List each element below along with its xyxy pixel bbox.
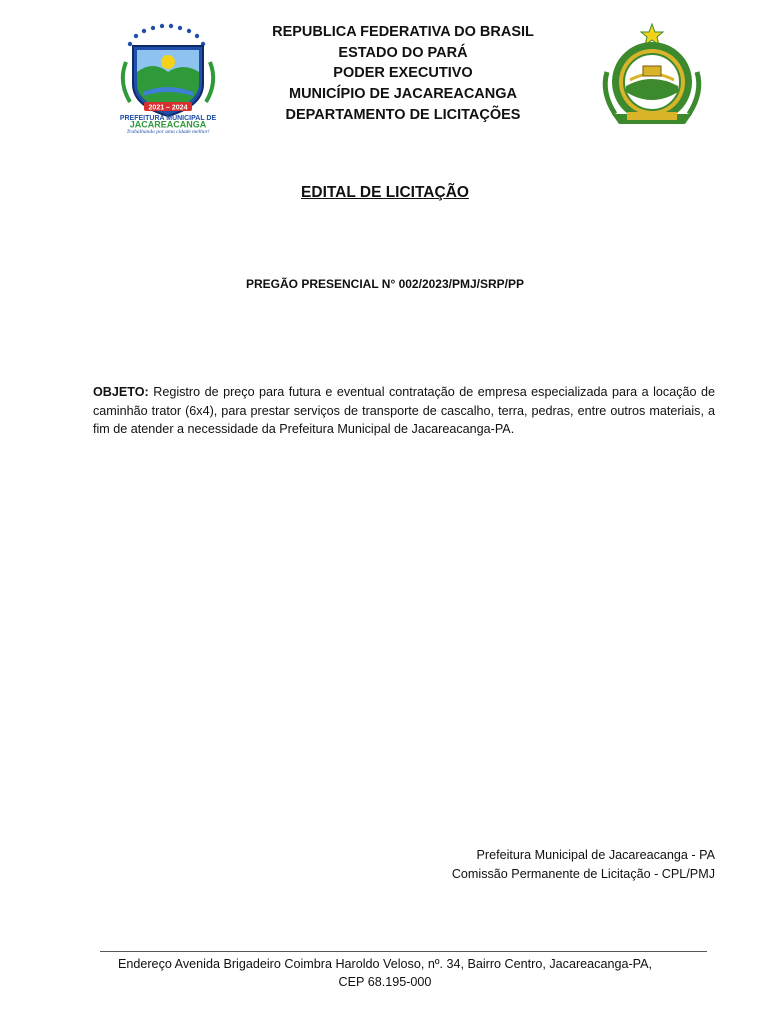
footer-address-line: Endereço Avenida Brigadeiro Coimbra Haroldo Veloso, nº. 34, Bairro Centro, Jacareacanga-PA,	[117, 957, 653, 971]
header-line-department: DEPARTAMENTO DE LICITAÇÕES	[285, 106, 521, 123]
logo-slogan-text: Trabalhando por uma cidade melhor!	[126, 129, 210, 134]
objeto-label: OBJETO:	[93, 385, 149, 399]
header-line-state: ESTADO DO PARÁ	[338, 44, 468, 61]
footer-cep-line: CEP 68.195-000	[338, 975, 432, 989]
footer-divider	[100, 951, 707, 952]
header-line-power: PODER EXECUTIVO	[333, 65, 473, 82]
signature-line-commission: Comissão Permanente de Licitação - CPL/PMJ	[451, 866, 715, 881]
header-line-municipality: MUNICÍPIO DE JACAREACANGA	[289, 86, 517, 103]
pregao-number: PREGÃO PRESENCIAL N° 002/2023/PMJ/SRP/PP	[245, 277, 524, 291]
header-line-republic: REPUBLICA FEDERATIVA DO BRASIL	[272, 24, 534, 40]
logo-name-text: JACAREACANGA	[129, 119, 207, 130]
document-header	[250, 22, 556, 126]
objeto-paragraph	[93, 383, 715, 439]
logo-banner-text: PREFEITURA MUNICIPAL DE	[119, 115, 217, 122]
signature-block	[452, 846, 715, 883]
prefeitura-logo	[98, 22, 238, 134]
municipal-seal-icon	[597, 22, 707, 130]
document-title: EDITAL DE LICITAÇÃO	[301, 184, 469, 201]
signature-line-prefeitura: Prefeitura Municipal de Jacareacanga - PA	[476, 848, 715, 862]
logo-years: 2021 – 2024	[148, 104, 188, 112]
footer-address	[0, 955, 770, 991]
objeto-text: Registro de preço para futura e eventual contratação de empresa especializada para a locação de caminhão trator (6x4), para prestar serviços de transporte de cascalho, terra, pedras, entre outros materiais, a fim de atender a necessidade da Prefeitura Municipal de Jacareacanga-PA.	[93, 385, 715, 436]
